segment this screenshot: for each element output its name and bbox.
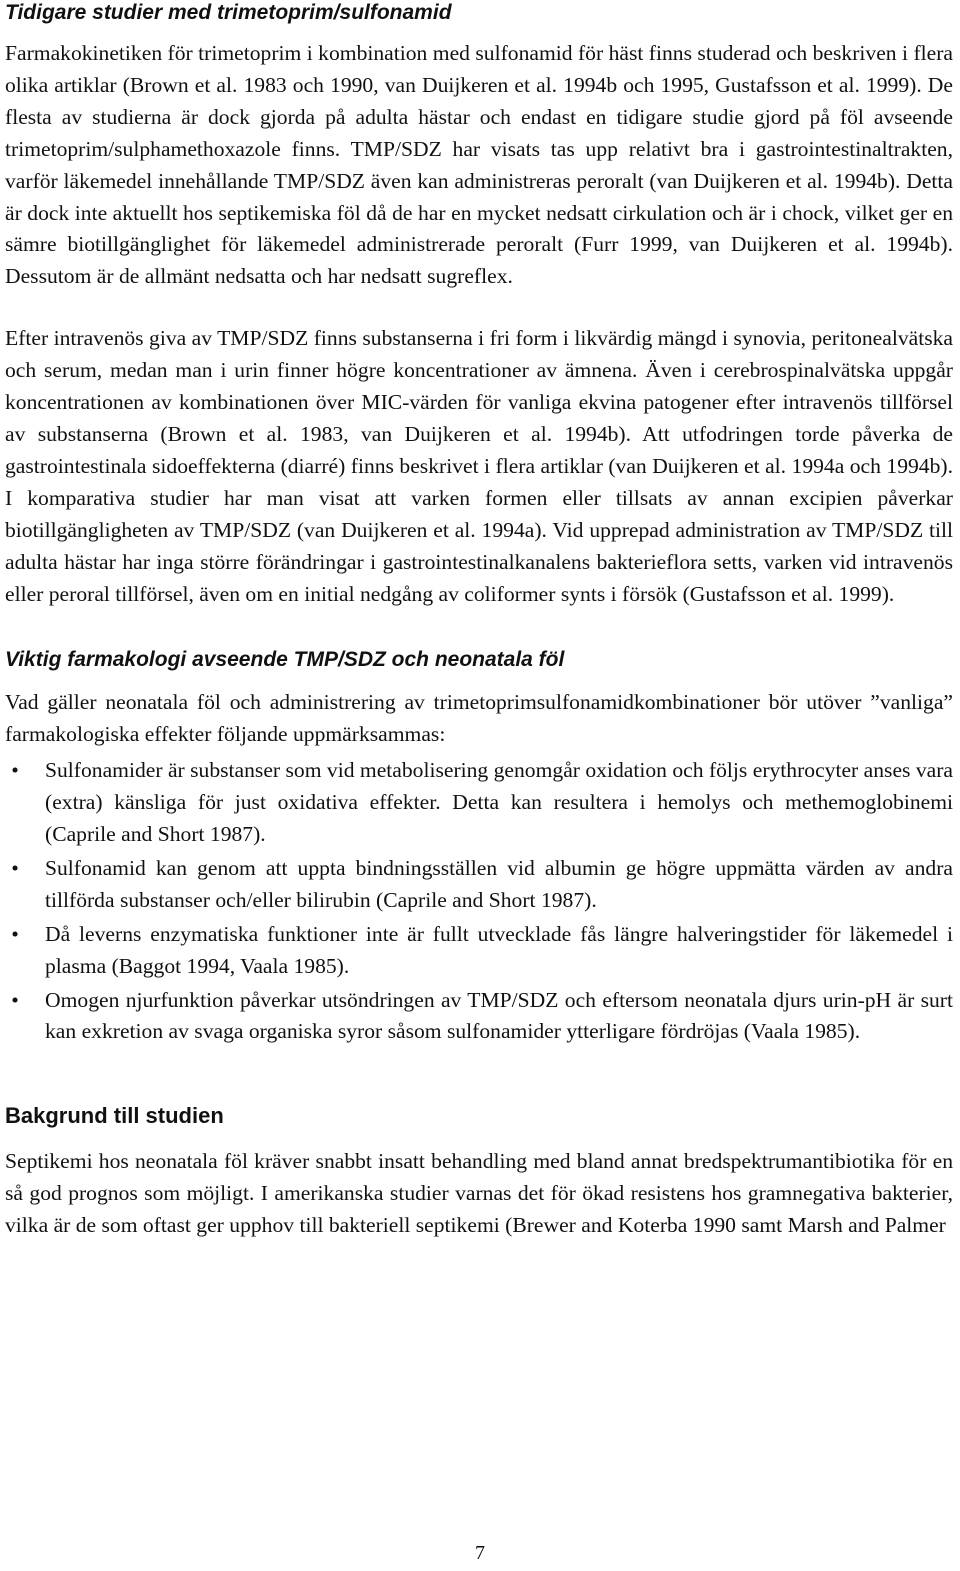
list-item-text: Sulfonamid kan genom att uppta bindningsställen vid albumin ge högre uppmätta värden av andra tillförda substanser och/eller bilirubin (Caprile and Short 1987). [45,855,953,912]
list-item-text: Sulfonamider är substanser som vid metabolisering genomgår oxidation och följs erythrocyter anses vara (extra) känsliga för just oxidativa effekter. Detta kan resultera i hemolys och methemoglobinemi (Caprile and Short 1987). [45,758,953,847]
bullet-icon: • [11,758,19,783]
bullet-icon: • [11,921,19,946]
page-number: 7 [475,1542,485,1564]
bullet-icon: • [11,987,19,1012]
list-item [5,853,953,917]
paragraph-intravenous: Efter intravenös giva av TMP/SDZ finns substanserna i fri form i likvärdig mängd i synovia, peritonealvätska och serum, medan man i urin finner högre koncentrationer av ämnena. Även i cerebrospinalvätska uppgår koncentrationen av kombinationen över MIC-värden för vanliga ekvina patogener efter intravenös tillförsel av substanserna (Brown et al. 1983, van Duijkeren et al. 1994b). Att utfodringen torde påverka de gastrointestinala sidoeffekterna (diarré) finns beskrivet i flera artiklar (van Duijkeren et al. 1994a och 1994b). I komparativa studier har man visat att varken formen eller tillsats av annan excipien påverkar biotillgängligheten av TMP/SDZ (van Duijkeren et al. 1994a). Vid upprepad administration av TMP/SDZ till adulta hästar har inga större förändringar i gastrointestinalkanalens bakterieflora setts, varken vid intravenös eller peroral tillförsel, även om en initial nedgång av coliformer synts i försök (Gustafsson et al. 1999). [5,326,953,606]
list-item-text: Omogen njurfunktion påverkar utsöndringen av TMP/SDZ och eftersom neonatala djurs urin-pH är surt kan exkretion av svaga organiska syror såsom sulfonamider ytterligare fördröjas (Vaala 1985). [45,987,953,1044]
list-item [5,919,953,983]
document-page [5,0,953,1242]
pharmacology-bullet-list [5,755,953,1048]
section-heading-background: Bakgrund till studien [5,1103,224,1129]
paragraph-background: Septikemi hos neonatala föl kräver snabbt insatt behandling med bland annat bredspektrumantibiotika för en så god prognos som möjligt. I amerikanska studier varnas det för ökad resistens hos gramnegativa bakterier, vilka är de som oftast ger upphov till bakteriell septikemi (Brewer and Koterba 1990 samt Marsh and Palmer [5,1149,953,1238]
section-heading-previous-studies: Tidigare studier med trimetoprim/sulfonamid [5,1,452,24]
list-item [5,755,953,851]
bullet-icon: • [11,855,19,880]
section-heading-pharmacology: Viktig farmakologi avseende TMP/SDZ och neonatala föl [5,648,565,672]
list-item [5,985,953,1049]
paragraph-pharmacokinetics: Farmakokinetiken för trimetoprim i kombination med sulfonamid för häst finns studerad och beskriven i flera olika artiklar (Brown et al. 1983 och 1990, van Duijkeren et al. 1994b och 1995, Gustafsson et al. 1999). De flesta av studierna är dock gjorda på adulta hästar och endast en tidigare studie gjord på föl avseende trimetoprim/sulphamethoxazole finns. TMP/SDZ har visats tas upp relativt bra i gastrointestinaltrakten, varför läkemedel innehållande TMP/SDZ även kan administreras peroralt (van Duijkeren et al. 1994b). Detta är dock inte aktuellt hos septikemiska föl då de har en mycket nedsatt cirkulation och är i chock, vilket ger en sämre biotillgänglighet för läkemedel administrerade peroralt (Furr 1999, van Duijkeren et al. 1994b). Dessutom är de allmänt nedsatta och har nedsatt sugreflex. [5,41,953,289]
list-item-text: Då leverns enzymatiska funktioner inte är fullt utvecklade fås längre halveringstider för läkemedel i plasma (Baggot 1994, Vaala 1985). [45,921,953,978]
paragraph-neonatal-intro: Vad gäller neonatala föl och administrering av trimetoprimsulfonamidkombinationer bör utöver ”vanliga” farmakologiska effekter följande uppmärksammas: [5,690,953,747]
